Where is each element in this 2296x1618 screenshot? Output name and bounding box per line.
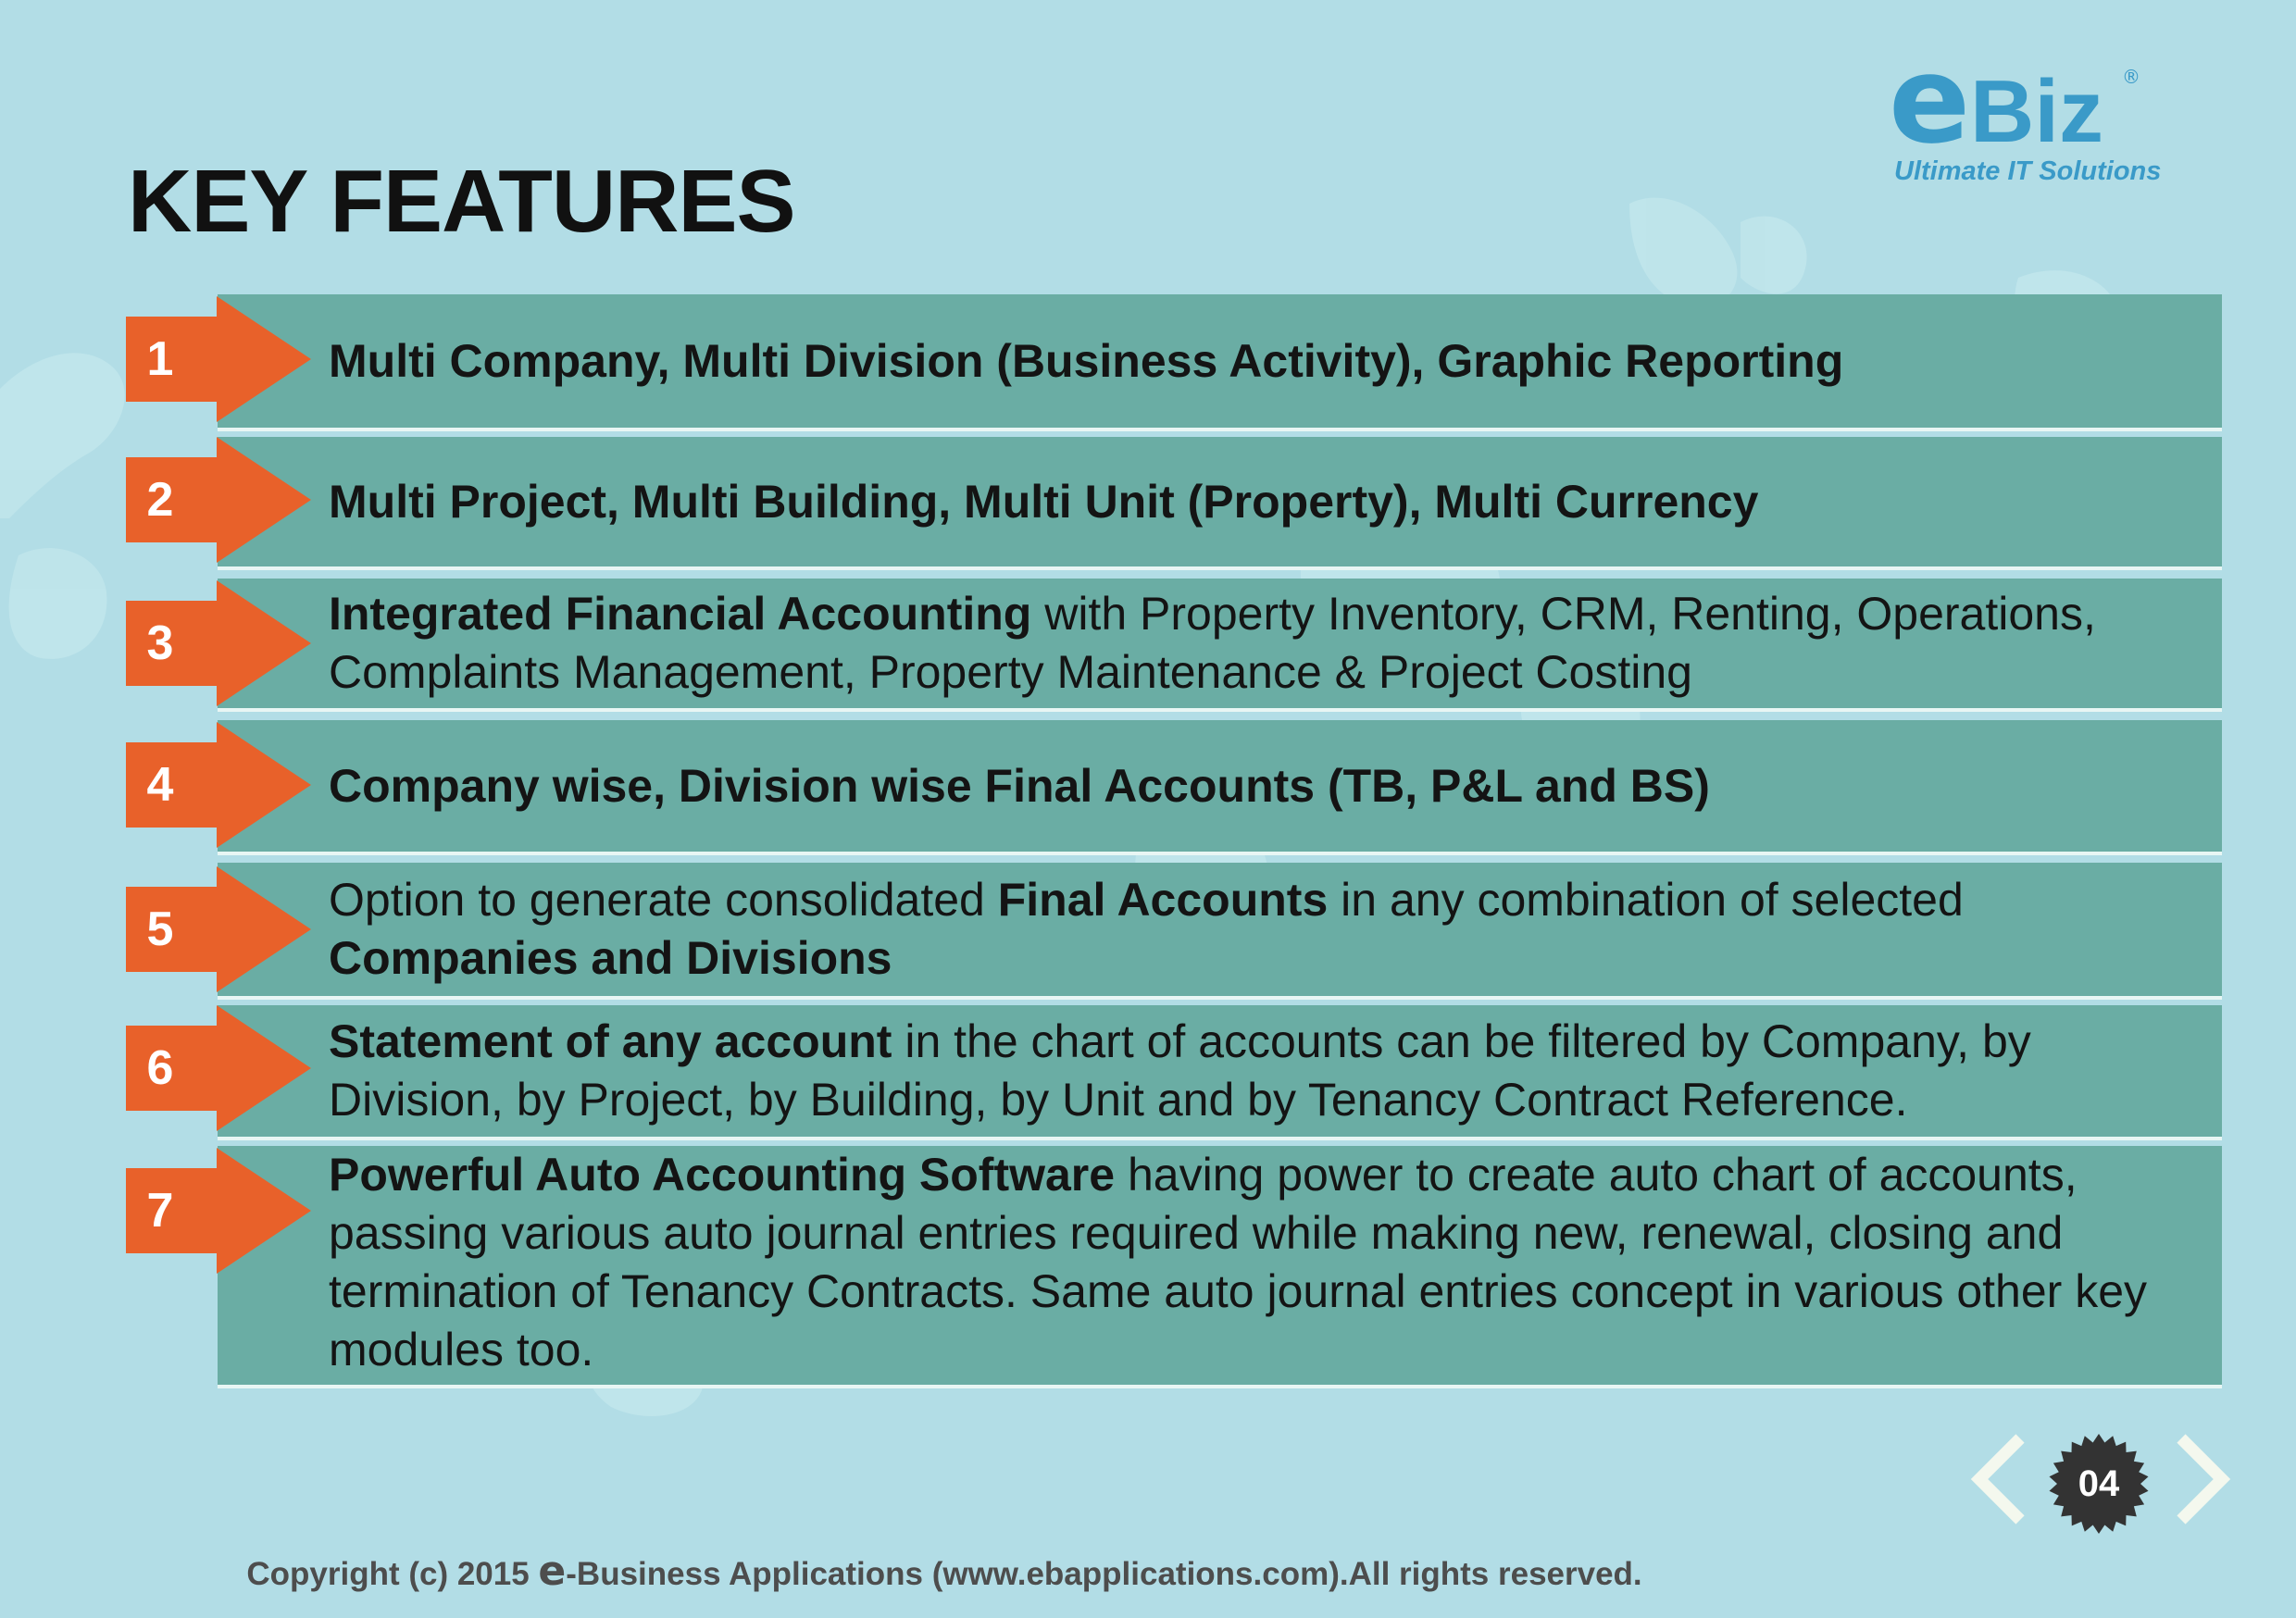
feature-text-bold: Powerful Auto Accounting Software bbox=[329, 1149, 1116, 1201]
feature-row-1 bbox=[218, 294, 2222, 428]
feature-number-text: 7 bbox=[146, 1184, 174, 1238]
feature-number bbox=[126, 722, 311, 848]
feature-number bbox=[126, 866, 311, 992]
feature-row-2 bbox=[218, 437, 2222, 566]
feature-text bbox=[329, 1013, 2189, 1129]
feature-number bbox=[126, 1148, 311, 1274]
feature-number-badge bbox=[126, 866, 311, 992]
feature-number bbox=[126, 1005, 311, 1131]
feature-number-text: 4 bbox=[146, 758, 174, 812]
page-number: 04 bbox=[2078, 1462, 2120, 1504]
feature-number-text: 3 bbox=[146, 616, 174, 670]
feature-text-regular: in the chart of accounts can be filtered by Company, by Division, by Project, by Building, by Unit and by Tenancy Contract Reference. bbox=[329, 1015, 2031, 1126]
feature-text-bold: Multi Project, Multi Building, Multi Unit (Property), Multi Currency bbox=[329, 475, 1759, 528]
feature-number-badge bbox=[126, 437, 311, 563]
feature-text bbox=[329, 332, 1843, 391]
feature-text-bold: Companies and Divisions bbox=[329, 932, 892, 984]
feature-number-text: 6 bbox=[146, 1041, 174, 1095]
feature-text-bold: Final Accounts bbox=[997, 874, 1329, 926]
feature-number-text: 2 bbox=[146, 473, 174, 527]
feature-text-bold: Statement of any account bbox=[329, 1015, 892, 1067]
feature-text bbox=[329, 871, 2189, 988]
chevron-right-icon bbox=[2172, 1433, 2233, 1525]
feature-number-text: 1 bbox=[146, 332, 174, 386]
page-number-badge bbox=[2048, 1433, 2150, 1535]
logo-registered-mark: ® bbox=[2122, 66, 2140, 88]
copyright-e-letter: e bbox=[538, 1548, 567, 1595]
feature-text-regular: with Property Inventory, CRM, Renting, Operations, Complaints Management, Property Maintenance & Project Costing bbox=[329, 588, 2096, 698]
feature-number-badge bbox=[126, 1005, 311, 1131]
logo-tagline: Ultimate IT Solutions bbox=[1894, 156, 2162, 186]
previous-page-button[interactable] bbox=[1968, 1433, 2029, 1525]
feature-number-badge bbox=[126, 722, 311, 848]
feature-row-7 bbox=[218, 1146, 2222, 1385]
feature-number bbox=[126, 580, 311, 706]
feature-number bbox=[126, 296, 311, 422]
copyright-footer bbox=[0, 1548, 1889, 1595]
feature-number-badge bbox=[126, 296, 311, 422]
feature-row-3 bbox=[218, 579, 2222, 708]
next-page-button[interactable] bbox=[2172, 1433, 2233, 1525]
feature-text bbox=[329, 757, 1710, 815]
logo-e-letter: e bbox=[1889, 30, 1971, 170]
feature-text-bold: Company wise, Division wise Final Accounts (TB, P&L and BS) bbox=[329, 759, 1710, 812]
feature-row-6 bbox=[218, 1005, 2222, 1137]
feature-text-bold: Multi Company, Multi Division (Business Activity), Graphic Reporting bbox=[329, 334, 1844, 387]
feature-row-5 bbox=[218, 863, 2222, 996]
feature-number bbox=[126, 437, 311, 563]
copyright-prefix: Copyright (c) 2015 bbox=[246, 1556, 539, 1592]
feature-number-badge bbox=[126, 580, 311, 706]
feature-text-regular: Option to generate consolidated bbox=[329, 874, 998, 926]
feature-row-4 bbox=[218, 720, 2222, 852]
feature-text-regular: in any combination of selected bbox=[1328, 874, 1964, 926]
feature-text-regular: having power to create auto chart of accounts, passing various auto journal entries required while making new, renewal, closing and termination of Tenancy Contracts. Same auto journal entries concept in various other key modules too. bbox=[329, 1149, 2148, 1375]
feature-text bbox=[329, 473, 1758, 531]
page-title: KEY FEATURES bbox=[128, 152, 795, 251]
feature-text bbox=[329, 585, 2189, 702]
feature-text-bold: Integrated Financial Accounting bbox=[329, 588, 1032, 640]
logo-biz-text: Biz bbox=[1970, 62, 2103, 161]
feature-text bbox=[329, 1146, 2189, 1379]
feature-number-badge bbox=[126, 1148, 311, 1274]
copyright-suffix: -Business Applications (www.ebapplications.com).All rights reserved. bbox=[566, 1556, 1642, 1592]
feature-number-text: 5 bbox=[146, 902, 174, 956]
chevron-left-icon bbox=[1968, 1433, 2029, 1525]
